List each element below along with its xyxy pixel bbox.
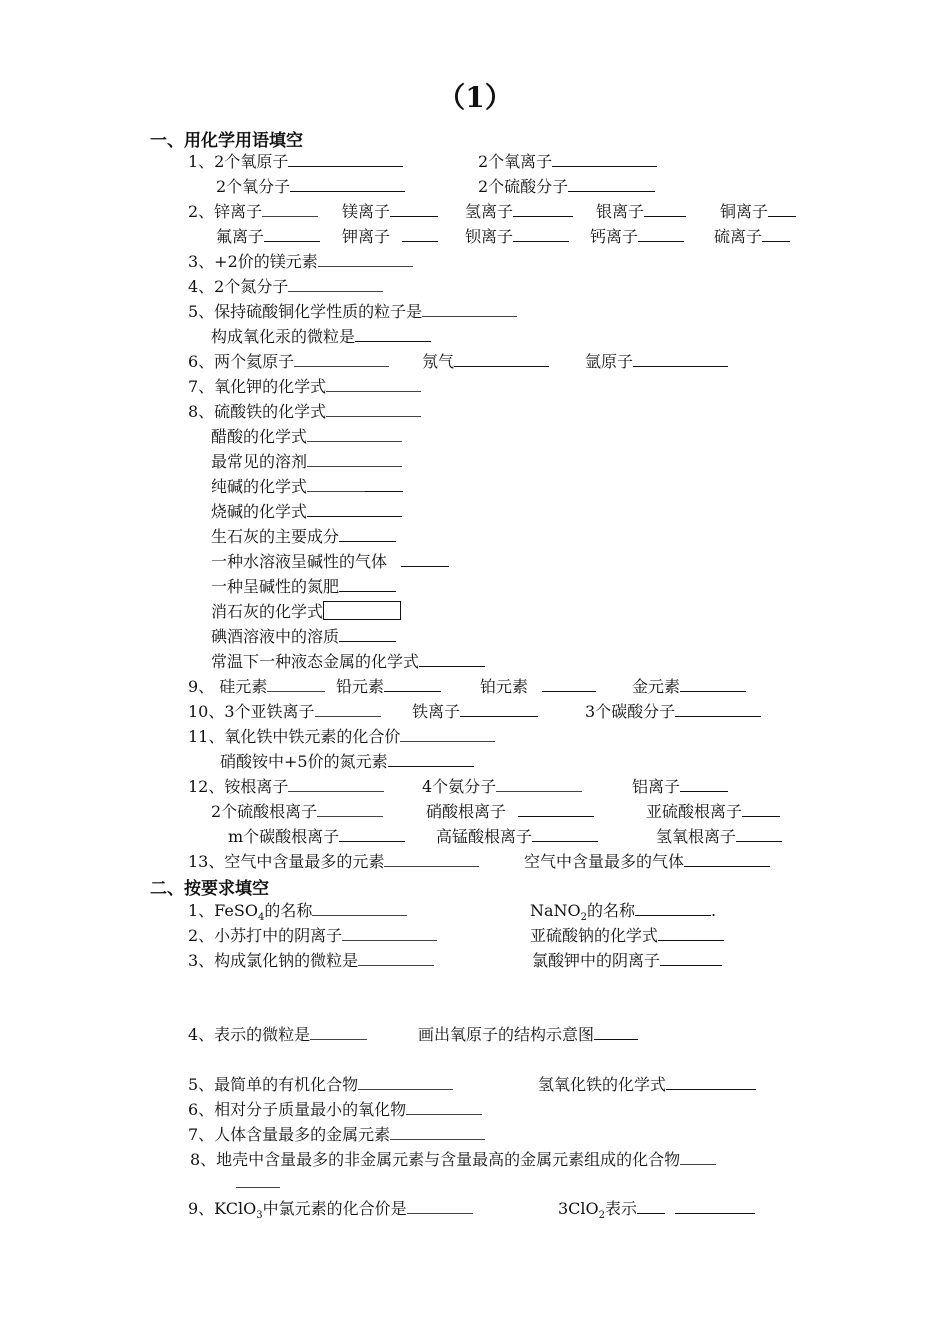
q9a-text: 9、 硅元素 — [188, 677, 268, 696]
q12h-text: 高锰酸根离子 — [436, 827, 533, 846]
answer-blank[interactable] — [552, 151, 657, 167]
answer-blank[interactable] — [326, 401, 421, 417]
answer-blank[interactable] — [236, 1172, 280, 1188]
p3a-line — [188, 950, 434, 971]
p3b-line — [532, 950, 722, 971]
q8b-line — [211, 426, 402, 447]
q5b-text: 构成氧化汞的微粒是 — [211, 327, 356, 346]
q8k-text: 常温下一种液态金属的化学式 — [211, 652, 420, 671]
p4a-text: 4、表示的微粒是 — [188, 1025, 311, 1044]
p4b-text: 画出氧原子的结构示意图 — [418, 1025, 595, 1044]
q9b-line — [336, 676, 441, 697]
q10a-text: 10、3个亚铁离子 — [188, 702, 315, 721]
q2j-text: 硫离子 — [714, 227, 763, 246]
answer-blank[interactable] — [339, 826, 405, 842]
q2b-text: 镁离子 — [342, 202, 391, 221]
q12a-text: 12、铵根离子 — [188, 777, 289, 796]
section-2-heading: 二、按要求填空 — [150, 879, 269, 899]
answer-blank[interactable] — [317, 801, 383, 817]
answer-blank[interactable] — [388, 751, 474, 767]
q12d-text: 2个硫酸根离子 — [211, 802, 318, 821]
q2-line2e — [714, 226, 790, 247]
q8j-line — [211, 626, 396, 647]
q8h-line — [211, 576, 396, 597]
q8c-text: 最常见的溶剂 — [211, 452, 308, 471]
answer-blank[interactable] — [518, 801, 594, 817]
answer-blank[interactable] — [542, 676, 596, 692]
q8j-text: 碘酒溶液中的溶质 — [211, 627, 340, 646]
q9d-line — [632, 676, 746, 697]
p1a-subscript: 4 — [257, 912, 265, 924]
answer-blank[interactable] — [355, 326, 431, 342]
answer-blank[interactable] — [594, 1024, 638, 1040]
answer-blank[interactable] — [513, 226, 569, 242]
q4-text: 4、2个氮分子 — [188, 277, 289, 296]
answer-blank[interactable] — [384, 676, 441, 692]
answer-blank[interactable] — [680, 1149, 716, 1165]
answer-blank[interactable] — [658, 925, 724, 941]
page-title: （1） — [437, 81, 513, 114]
p5b-text: 氢氧化铁的化学式 — [538, 1075, 667, 1094]
q8h-text: 一种呈碱性的氮肥 — [211, 577, 340, 596]
q12g-text: m个碳酸根离子 — [228, 827, 340, 846]
answer-blank[interactable] — [402, 226, 438, 242]
answer-blank[interactable] — [460, 701, 538, 717]
answer-blank[interactable] — [400, 726, 495, 742]
answer-blank[interactable] — [680, 676, 746, 692]
answer-blank[interactable] — [288, 276, 383, 292]
q5a-line — [188, 301, 517, 322]
q6a-text: 6、两个氦原子 — [188, 352, 295, 371]
q8i-line — [211, 601, 401, 622]
p9a-subscript: 3 — [256, 1210, 263, 1222]
q8k-line — [211, 651, 485, 672]
p9b-line — [558, 1198, 755, 1226]
p1a-text: 1、FeSO — [188, 901, 258, 920]
q13b-text: 空气中含量最多的气体 — [524, 852, 685, 871]
p1b-period: . — [711, 901, 717, 920]
answer-blank[interactable] — [532, 826, 598, 842]
answer-blank[interactable] — [675, 701, 761, 717]
q2c-text: 氢离子 — [465, 202, 514, 221]
answer-blank[interactable] — [307, 426, 402, 442]
p2b-line — [530, 925, 724, 946]
q12a-line — [188, 776, 384, 797]
p9a-text: 9、KClO — [188, 1199, 257, 1218]
q12h-line — [436, 826, 598, 847]
answer-blank[interactable] — [675, 1198, 755, 1214]
q2-line2a — [216, 226, 320, 247]
q8i-text: 消石灰的化学式 — [211, 602, 324, 621]
p7-text: 7、人体含量最多的金属元素 — [188, 1125, 391, 1144]
q12f-text: 亚硫酸根离子 — [646, 802, 743, 821]
p7-line — [188, 1124, 485, 1145]
answer-blank[interactable] — [568, 176, 655, 192]
answer-blank[interactable] — [496, 776, 582, 792]
q1-line1b — [478, 151, 657, 172]
q1-line2b — [478, 176, 655, 197]
q2f-text: 氟离子 — [216, 227, 265, 246]
p3b-text: 氯酸钾中的阴离子 — [532, 951, 661, 970]
q12i-line — [656, 826, 782, 847]
q2-line2c — [465, 226, 569, 247]
q2d-text: 银离子 — [596, 202, 645, 221]
p4b-line — [418, 1024, 638, 1045]
q12e-text: 硝酸根离子 — [426, 802, 507, 821]
q2-line1c — [465, 201, 573, 222]
p1a-line — [188, 900, 407, 928]
q8f-line — [211, 526, 396, 547]
q1-line2 — [216, 176, 405, 197]
answer-blank[interactable] — [315, 701, 381, 717]
q1c-text: 2个氧分子 — [216, 177, 291, 196]
p9a-line — [188, 1198, 473, 1226]
q8d-text: 纯碱的化学式 — [211, 477, 308, 496]
answer-blank[interactable] — [307, 451, 402, 467]
q10c-text: 3个碳酸分子 — [585, 702, 676, 721]
q2-line1a — [188, 201, 318, 222]
answer-blank[interactable] — [422, 301, 517, 317]
q8a-line — [188, 401, 421, 422]
q1-line1 — [188, 151, 403, 172]
answer-blank[interactable] — [660, 950, 722, 966]
q2-line2d — [590, 226, 684, 247]
q9d-text: 金元素 — [632, 677, 681, 696]
p3a-text: 3、构成氯化钠的微粒是 — [188, 951, 359, 970]
p9b-text: 3ClO — [558, 1199, 599, 1218]
q12e-line — [426, 801, 594, 822]
answer-blank[interactable] — [384, 851, 479, 867]
q2-line1d — [596, 201, 686, 222]
q1a-text: 1、2个氧原子 — [188, 152, 289, 171]
q12g-line — [228, 826, 405, 847]
answer-blank[interactable] — [264, 226, 320, 242]
answer-blank[interactable] — [736, 826, 782, 842]
q8e-text: 烧碱的化学式 — [211, 502, 308, 521]
answer-blank[interactable] — [288, 151, 403, 167]
q13a-line — [188, 851, 479, 872]
q11b-line — [220, 751, 474, 772]
q13a-text: 13、空气中含量最多的元素 — [188, 852, 385, 871]
q2a-text: 2、锌离子 — [188, 202, 263, 221]
q8c-line — [211, 451, 402, 472]
p6-text: 6、相对分子质量最小的氧化物 — [188, 1100, 407, 1119]
answer-blank[interactable] — [390, 1124, 485, 1140]
answer-box[interactable] — [323, 601, 401, 620]
p2b-text: 亚硫酸钠的化学式 — [530, 926, 659, 945]
q6c-line — [585, 351, 728, 372]
answer-blank[interactable] — [307, 501, 402, 517]
answer-blank[interactable] — [339, 626, 396, 642]
q10b-line — [412, 701, 538, 722]
q8g-line — [211, 551, 449, 572]
q2h-text: 钡离子 — [465, 227, 514, 246]
p1a-text-post: 的名称 — [264, 901, 313, 920]
q2e-text: 铜离子 — [720, 202, 769, 221]
answer-blank[interactable] — [406, 1099, 482, 1115]
q5a-text: 5、保持硫酸铜化学性质的粒子是 — [188, 302, 423, 321]
q8a-text: 8、硫酸铁的化学式 — [188, 402, 327, 421]
q8g-text: 一种水溶液呈碱性的气体 — [211, 552, 388, 571]
q12f-line — [646, 801, 780, 822]
q2g-text: 钾离子 — [342, 227, 391, 246]
p4a-line — [188, 1024, 367, 1045]
q4-line — [188, 276, 383, 297]
q2-line1e — [720, 201, 796, 222]
p1b-subscript: 2 — [580, 912, 588, 924]
answer-blank[interactable] — [407, 1198, 473, 1214]
q8d-line — [211, 476, 403, 497]
answer-blank[interactable] — [637, 1198, 665, 1214]
answer-blank[interactable] — [742, 801, 780, 817]
answer-blank[interactable] — [342, 925, 437, 941]
p9b-subscript: 2 — [598, 1210, 606, 1222]
q6b-line — [422, 351, 549, 372]
answer-blank[interactable] — [339, 576, 396, 592]
p9b-text-post: 表示 — [605, 1199, 638, 1218]
q12b-text: 4个氨分子 — [422, 777, 497, 796]
q1d-text: 2个硫酸分子 — [478, 177, 569, 196]
q5b-line — [211, 326, 431, 347]
q8e-line — [211, 501, 402, 522]
q11a-line — [188, 726, 495, 747]
answer-blank[interactable] — [290, 176, 405, 192]
answer-blank[interactable] — [762, 226, 790, 242]
q12d-line — [211, 801, 383, 822]
answer-blank[interactable] — [288, 776, 384, 792]
answer-blank[interactable] — [358, 1074, 453, 1090]
q9c-text: 铂元素 — [480, 677, 529, 696]
q9a-line — [188, 676, 325, 697]
answer-blank[interactable] — [326, 376, 421, 392]
q1b-text: 2个氧离子 — [478, 152, 553, 171]
answer-blank[interactable] — [513, 201, 573, 217]
q2-line2b — [342, 226, 438, 247]
answer-blank[interactable] — [633, 351, 728, 367]
answer-blank[interactable] — [358, 950, 434, 966]
answer-blank[interactable] — [339, 526, 396, 542]
p9a-text-post: 中氯元素的化合价是 — [262, 1199, 407, 1218]
q3-text: 3、+2价的镁元素 — [188, 252, 318, 271]
answer-blank[interactable] — [262, 201, 318, 217]
q10a-line — [188, 701, 381, 722]
answer-blank[interactable] — [365, 476, 403, 492]
answer-blank[interactable] — [307, 476, 365, 492]
p8-continuation — [236, 1172, 280, 1193]
q8b-text: 醋酸的化学式 — [211, 427, 308, 446]
p1b-text-post: 的名称 — [587, 901, 636, 920]
answer-blank[interactable] — [312, 900, 407, 916]
p5a-text: 5、最简单的有机化合物 — [188, 1075, 359, 1094]
q2i-text: 钙离子 — [590, 227, 639, 246]
answer-blank[interactable] — [644, 201, 686, 217]
answer-blank[interactable] — [666, 1074, 756, 1090]
answer-blank[interactable] — [684, 851, 770, 867]
q13b-line — [524, 851, 770, 872]
q11a-text: 11、氧化铁中铁元素的化合价 — [188, 727, 401, 746]
q2-line1b — [342, 201, 438, 222]
p8-text: 8、地壳中含量最多的非金属元素与含量最高的金属元素组成的化合物 — [190, 1150, 681, 1169]
p8-line — [190, 1149, 716, 1170]
answer-blank[interactable] — [401, 551, 449, 567]
answer-blank[interactable] — [310, 1024, 367, 1040]
section-1-heading: 一、用化学用语填空 — [150, 131, 303, 151]
p6-line — [188, 1099, 482, 1120]
answer-blank[interactable] — [267, 676, 325, 692]
q7-text: 7、氧化钾的化学式 — [188, 377, 327, 396]
q10c-line — [585, 701, 761, 722]
answer-blank[interactable] — [454, 351, 549, 367]
q9b-text: 铅元素 — [336, 677, 385, 696]
p2a-text: 2、小苏打中的阴离子 — [188, 926, 343, 945]
q7-line — [188, 376, 421, 397]
answer-blank[interactable] — [294, 351, 389, 367]
q12i-text: 氢氧根离子 — [656, 827, 737, 846]
p5b-line — [538, 1074, 756, 1095]
q3-line — [188, 251, 413, 272]
answer-blank[interactable] — [635, 900, 711, 916]
answer-blank[interactable] — [680, 776, 728, 792]
q10b-text: 铁离子 — [412, 702, 461, 721]
q9c-line — [480, 676, 596, 697]
q12c-line — [632, 776, 728, 797]
q12c-text: 铝离子 — [632, 777, 681, 796]
q6c-text: 氩原子 — [585, 352, 634, 371]
answer-blank[interactable] — [768, 201, 796, 217]
p1b-text: NaNO — [530, 901, 581, 920]
q8f-text: 生石灰的主要成分 — [211, 527, 340, 546]
p2a-line — [188, 925, 437, 946]
q12b-line — [422, 776, 582, 797]
p5a-line — [188, 1074, 453, 1095]
q6b-text: 氖气 — [422, 352, 455, 371]
q6a-line — [188, 351, 389, 372]
p1b-line — [530, 900, 716, 928]
q11b-text: 硝酸铵中+5价的氮元素 — [220, 752, 388, 771]
answer-blank[interactable] — [638, 226, 684, 242]
answer-blank[interactable] — [419, 651, 485, 667]
answer-blank[interactable] — [318, 251, 413, 267]
answer-blank[interactable] — [390, 201, 438, 217]
